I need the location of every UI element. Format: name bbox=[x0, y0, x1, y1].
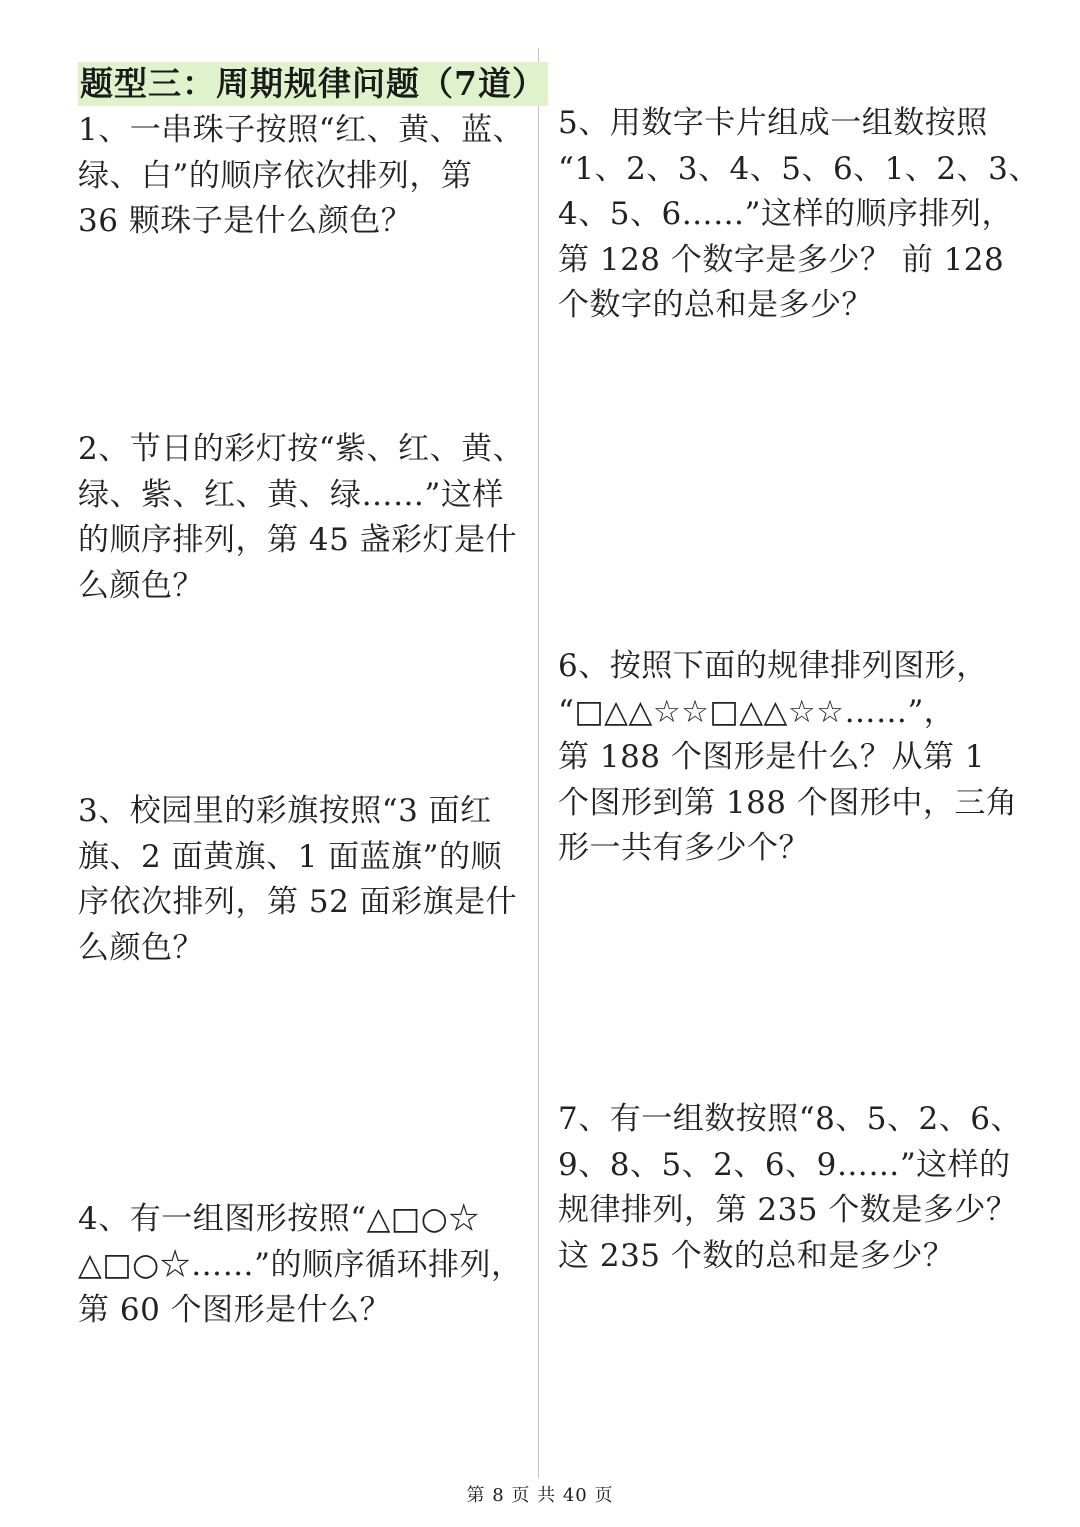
question-line: △□○☆……”的顺序循环排列， bbox=[78, 1246, 523, 1283]
question-line: 3、校园里的彩旗按照“3 面红 bbox=[78, 793, 492, 829]
question-line: “□△△☆☆□△△☆☆……”， bbox=[558, 693, 956, 730]
question-1 bbox=[78, 108, 524, 245]
question-line: 旗、2 面黄旗、1 面蓝旗”的顺 bbox=[78, 838, 503, 875]
question-line: 第 60 个图形是什么？ bbox=[78, 1292, 392, 1328]
question-line: 这 235 个数的总和是多少？ bbox=[558, 1237, 955, 1274]
column-divider bbox=[538, 48, 539, 1478]
question-line: 第 188 个图形是什么？从第 1 bbox=[558, 739, 985, 775]
question-line: “1、2、3、4、5、6、1、2、3、 bbox=[558, 150, 1040, 187]
question-6 bbox=[558, 644, 1017, 872]
question-line: 4、有一组图形按照“△□○☆ bbox=[78, 1201, 480, 1237]
question-line: 么颜色？ bbox=[78, 929, 204, 966]
question-line: 2、节日的彩灯按“紫、红、黄、 bbox=[78, 431, 525, 467]
question-line: 第 128 个数字是多少？ 前 128 bbox=[558, 241, 1005, 278]
question-line: 序依次排列，第 52 面彩旗是什 bbox=[78, 884, 518, 920]
question-line: 规律排列，第 235 个数是多少？ bbox=[558, 1192, 1018, 1228]
question-line: 9、8、5、2、6、9……”这样的 bbox=[558, 1146, 1011, 1183]
question-line: 6、按照下面的规律排列图形， bbox=[558, 648, 988, 684]
question-line: 绿、紫、红、黄、绿……”这样 bbox=[78, 476, 504, 513]
page-number: 第 8 页 共 40 页 bbox=[466, 1485, 614, 1506]
question-3 bbox=[78, 789, 517, 971]
question-line: 36 颗珠子是什么颜色？ bbox=[78, 203, 413, 239]
section-title: 题型三：周期规律问题（7道） bbox=[78, 62, 548, 106]
question-line: 的顺序排列，第 45 盏彩灯是什 bbox=[78, 522, 518, 558]
question-line: 形一共有多少个？ bbox=[558, 830, 810, 866]
question-line: 4、5、6……”这样的顺序排列， bbox=[558, 196, 1014, 232]
question-2 bbox=[78, 427, 524, 609]
question-line: 1、一串珠子按照“红、黄、蓝、 bbox=[78, 112, 525, 148]
question-7 bbox=[558, 1097, 1022, 1279]
question-4 bbox=[78, 1197, 523, 1334]
question-line: 7、有一组数按照“8、5、2、6、 bbox=[558, 1101, 1022, 1137]
question-line: 么颜色？ bbox=[78, 567, 204, 604]
question-line: 个图形到第 188 个图形中，三角 bbox=[558, 784, 1018, 821]
question-5 bbox=[558, 101, 1040, 329]
question-line: 个数字的总和是多少？ bbox=[558, 287, 873, 323]
question-line: 绿、白”的顺序依次排列，第 bbox=[78, 157, 473, 194]
question-line: 5、用数字卡片组成一组数按照 bbox=[558, 105, 988, 141]
